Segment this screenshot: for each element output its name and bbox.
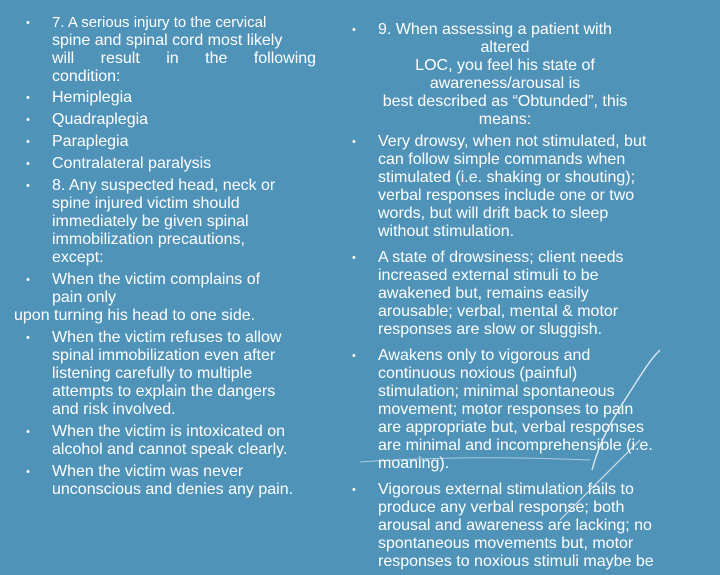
right-column [352, 21, 698, 575]
q9-stem-line-5: means: [478, 111, 532, 128]
q7-stem-line-4: condition: [52, 68, 121, 85]
q8-stem-line-5: except: [52, 249, 104, 266]
q9-b-line-5: responses are slow or sluggish. [378, 321, 603, 338]
q9-option-b [352, 249, 698, 339]
q9-stem-line-2: LOC, you feel his state of [415, 57, 595, 74]
q8-b-line-5: and risk involved. [52, 401, 176, 418]
question-9-stem [352, 39, 698, 129]
q9-stem-line-3: awareness/arousal is [429, 75, 581, 92]
q9-c-line-4: movement; motor responses to pain [378, 401, 634, 418]
q9-b-line-2: increased external stimuli to be [378, 267, 599, 284]
q8-option-a [26, 271, 324, 307]
q8-option-a-continuation: upon turning his head to one side. [14, 307, 256, 324]
question-9-list [352, 21, 698, 39]
q7-option-b: • Quadraplegia [26, 111, 324, 129]
q8-stem-line-1: • 8. Any suspected head, neck or [52, 177, 276, 194]
q7-stem-line-1: • 7. A serious injury to the cervical [52, 14, 267, 31]
q8-stem-line-4: immobilization precautions, [52, 231, 245, 248]
q7-stem-line-3: will result in the following [52, 50, 317, 67]
q9-c-line-5: are appropriate but, verbal responses [378, 419, 644, 436]
q9-option-a [352, 133, 698, 241]
q8-b-line-4: attempts to explain the dangers [52, 383, 276, 400]
q8-option-c [26, 423, 324, 459]
q7-stem-line-2: spine and spinal cord most likely [52, 32, 283, 49]
q8-d-line-1: • When the victim was never [52, 463, 244, 480]
q9-a-line-6: without stimulation. [378, 223, 515, 240]
q9-stem-line-4: best described as “Obtunded”, this [382, 93, 628, 110]
q9-d-line-2: produce any verbal response; both [378, 499, 625, 516]
q7-option-d: • Contralateral paralysis [26, 155, 324, 173]
q9-a-line-5: words, but will drift back to sleep [378, 205, 609, 222]
q9-a-line-2: can follow simple commands when [378, 151, 626, 168]
q7-option-a: • Hemiplegia [26, 89, 324, 107]
question-9-options [352, 133, 698, 571]
q8-c-line-2: alcohol and cannot speak clearly. [52, 441, 288, 458]
q8-option-d [26, 463, 324, 499]
q9-b-line-1: • A state of drowsiness; client needs [378, 249, 624, 266]
q9-d-line-4: spontaneous movements but, motor [378, 535, 634, 552]
q8-a-line-1: • When the victim complains of [52, 271, 261, 288]
q9-c-line-2: continuous noxious (painful) [378, 365, 578, 382]
q8-option-b [26, 329, 324, 419]
q8-stem-line-3: immediately be given spinal [52, 213, 249, 230]
q7-option-c: • Paraplegia [26, 133, 324, 151]
q8-stem-line-2: spine injured victim should [52, 195, 240, 212]
q9-d-line-1: • Vigorous external stimulation fails to [378, 481, 634, 498]
q8-c-line-1: • When the victim is intoxicated on [52, 423, 285, 440]
question-9-stem-first: • 9. When assessing a patient with [352, 21, 698, 39]
q9-a-line-4: verbal responses include one or two [378, 187, 635, 204]
q9-d-line-3: arousal and awareness are lacking; no [378, 517, 652, 534]
q8-b-line-2: spinal immobilization even after [52, 347, 276, 364]
q9-a-line-1: • Very drowsy, when not stimulated, but [378, 133, 647, 150]
q9-c-line-6: are minimal and incomprehensible (i.e. [378, 437, 653, 454]
q9-option-d [352, 481, 698, 571]
q9-c-line-1: • Awakens only to vigorous and [378, 347, 591, 364]
q9-c-line-7: moaning). [378, 455, 450, 472]
q9-stem-line-1: altered [480, 39, 530, 56]
q9-d-line-5: responses to noxious stimuli maybe be [378, 553, 654, 570]
q9-b-line-3: awakened but, remains easily [378, 285, 589, 302]
q9-a-line-3: stimulated (i.e. shaking or shouting); [378, 169, 636, 186]
q8-b-line-1: • When the victim refuses to allow [52, 329, 282, 346]
question-7-list [14, 14, 324, 499]
question-7-stem [26, 14, 324, 86]
question-8-stem [26, 177, 324, 267]
q9-c-line-3: stimulation; minimal spontaneous [378, 383, 615, 400]
q8-a-line-2: pain only [52, 289, 117, 306]
q9-b-line-4: arousable; verbal, mental & motor [378, 303, 619, 320]
q9-option-c [352, 347, 698, 473]
q8-d-line-2: unconscious and denies any pain. [52, 481, 294, 498]
q8-b-line-3: listening carefully to multiple [52, 365, 253, 382]
left-column [14, 14, 324, 503]
